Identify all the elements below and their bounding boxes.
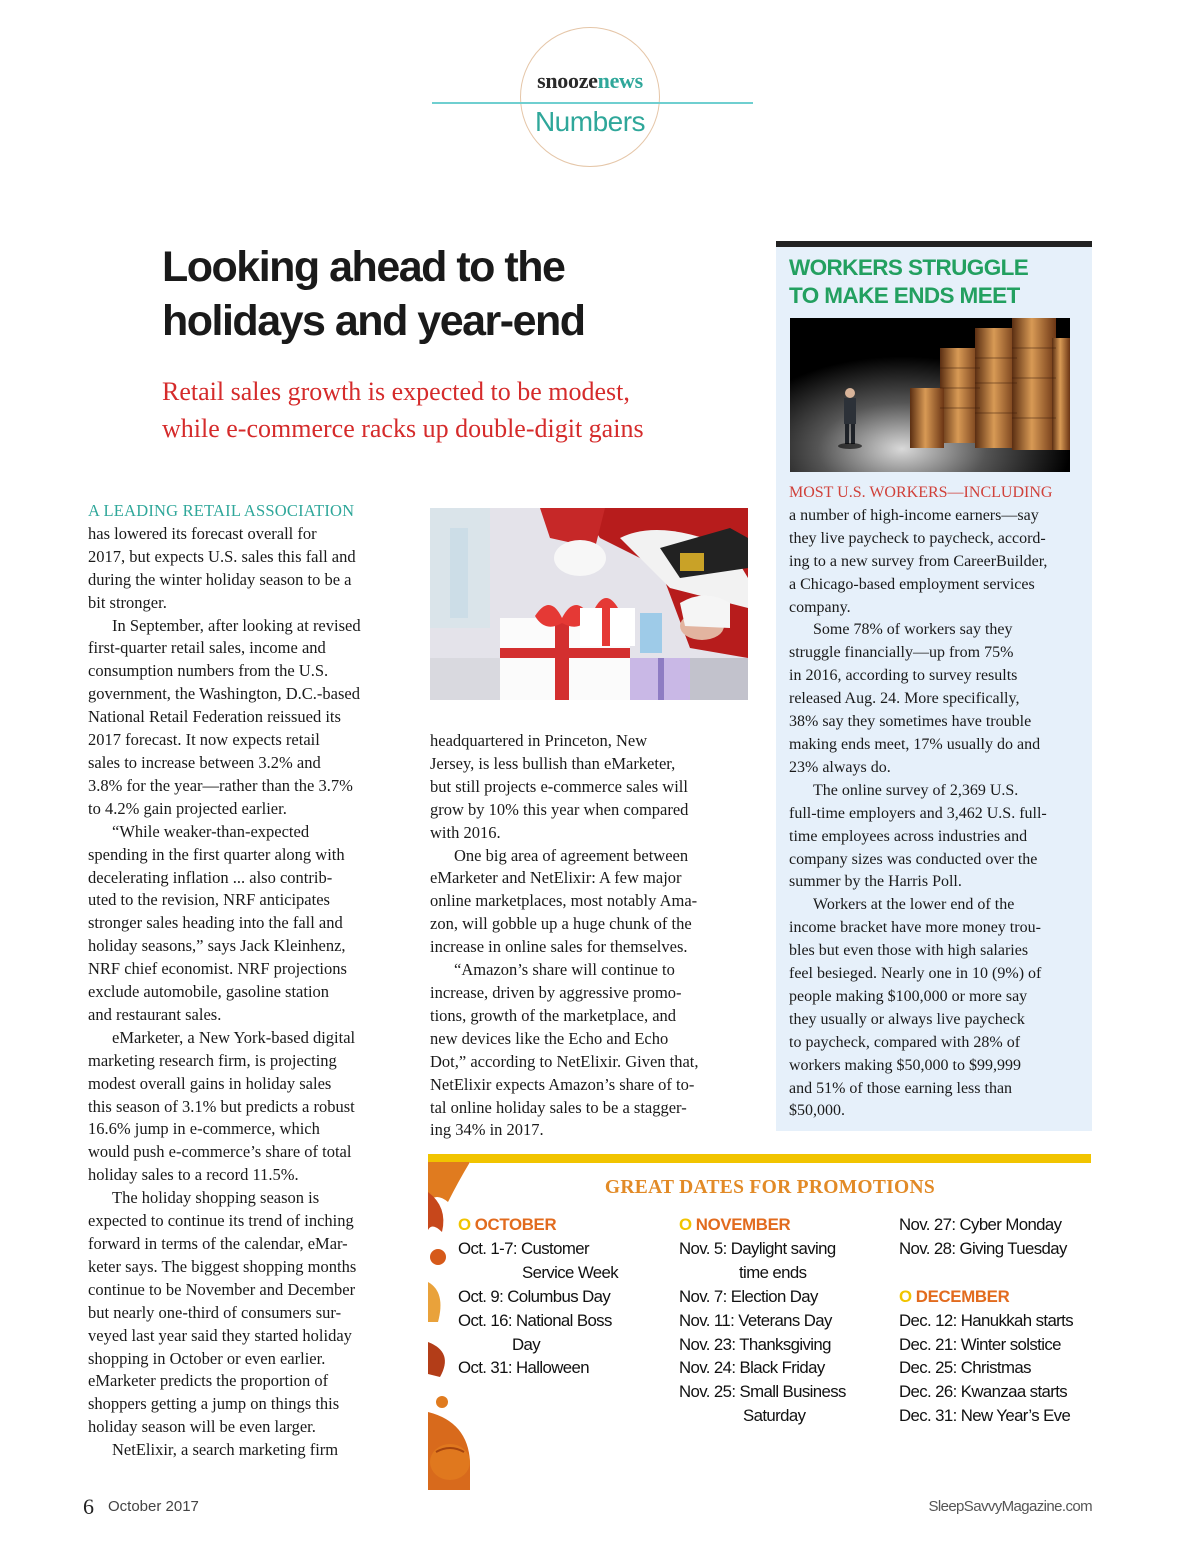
promo-date: Dec. 21: Winter solstice: [899, 1334, 1061, 1354]
coin-stacks-illustration: [790, 318, 1070, 472]
text-line: “Amazon’s share will continue to: [454, 960, 675, 980]
sidebar-title: [789, 254, 1089, 310]
brand-news: news: [597, 68, 643, 93]
month-heading-label: DECEMBER: [915, 1286, 1010, 1306]
promo-column-november: [679, 1213, 846, 1428]
text-line: modest overall gains in holiday sales: [88, 1073, 332, 1093]
text-line: eMarketer, a New York-based digital: [112, 1027, 356, 1047]
deck: [162, 373, 762, 447]
text-line: expected to continue its trend of inching: [88, 1211, 354, 1231]
headline-line: holidays and year-end: [162, 297, 585, 345]
text-line: holiday seasons,” says Jack Kleinhenz,: [88, 936, 346, 956]
month-heading-label: OCTOBER: [474, 1215, 557, 1234]
month-heading-october: [458, 1213, 618, 1237]
text-line: The holiday shopping season is: [112, 1188, 320, 1208]
text-line: 16.6% jump in e-commerce, which: [88, 1119, 320, 1139]
text-line: shoppers getting a jump on things this: [88, 1394, 340, 1414]
article-lede: A LEADING RETAIL ASSOCIATION: [88, 501, 355, 520]
text-line: NetElixir, a search marketing firm: [112, 1440, 339, 1460]
text-line: increase, driven by aggressive promo-: [430, 982, 682, 1002]
page-number: 6: [83, 1494, 94, 1519]
promo-date: Saturday: [743, 1406, 806, 1426]
text-line: summer by the Harris Poll.: [789, 873, 962, 891]
promo-date: Nov. 5: Daylight saving: [679, 1238, 836, 1258]
text-line: Jersey, is less bullish than eMarketer,: [430, 753, 676, 773]
deck-line: while e-commerce racks up double-digit gains: [162, 414, 644, 443]
promo-date: Oct. 31: Halloween: [458, 1358, 589, 1378]
sidebar-title-line: WORKERS STRUGGLE: [789, 255, 1029, 280]
text-line: to paycheck, compared with 28% of: [789, 1033, 1021, 1051]
text-line: new devices like the Echo and Echo: [430, 1028, 669, 1048]
text-line: holiday sales to a record 11.5%.: [88, 1165, 299, 1185]
headline: [162, 240, 752, 348]
text-line: shopping in October or even earlier.: [88, 1348, 326, 1368]
text-line: 2017 forecast. It now expects retail: [88, 730, 320, 750]
text-line: veyed last year said they started holiday: [88, 1325, 352, 1345]
text-line: holiday season will be even larger.: [88, 1417, 316, 1437]
sidebar-title-line: TO MAKE ENDS MEET: [789, 283, 1020, 308]
promo-date: Dec. 25: Christmas: [899, 1358, 1031, 1378]
masthead-brand: [500, 68, 680, 94]
masthead-rule: [432, 102, 753, 104]
text-line: online marketplaces, most notably Ama-: [430, 891, 698, 911]
text-line: company.: [789, 598, 851, 616]
text-line: One big area of agreement between: [454, 845, 689, 865]
promo-date: Nov. 7: Election Day: [679, 1286, 818, 1306]
text-line: but nearly one-third of consumers sur-: [88, 1302, 342, 1322]
promo-column-october: [458, 1213, 618, 1380]
text-line: ing to a new survey from CareerBuilder,: [789, 552, 1048, 570]
article-column-2: [430, 730, 760, 1142]
text-line: company sizes was conducted over the: [789, 850, 1038, 868]
text-line: Workers at the lower end of the: [813, 896, 1015, 914]
sidebar-lede: MOST U.S. WORKERS—INCLUDING: [789, 484, 1053, 501]
santa-illustration: [430, 508, 748, 700]
text-line: National Retail Federation reissued its: [88, 707, 341, 727]
text-line: tions, growth of the marketplace, and: [430, 1005, 677, 1025]
issue-date: October 2017: [108, 1498, 199, 1515]
text-line: and restaurant sales.: [88, 1004, 222, 1024]
text-line: they usually or always live paycheck: [789, 1010, 1025, 1028]
text-line: income bracket have more money trou-: [789, 919, 1041, 937]
masthead-circle: [520, 27, 660, 167]
text-line: forward in terms of the calendar, eMar-: [88, 1234, 348, 1253]
promo-date: Oct. 16: National Boss: [458, 1310, 612, 1330]
text-line: 2017, but expects U.S. sales this fall and: [88, 546, 356, 566]
text-line: would push e-commerce’s share of total: [88, 1142, 352, 1162]
promo-date: Nov. 28: Giving Tuesday: [899, 1238, 1067, 1258]
promo-date: Dec. 12: Hanukkah starts: [899, 1310, 1074, 1330]
text-line: eMarketer and NetElixir: A few major: [430, 868, 682, 888]
text-line: Some 78% of workers say they: [813, 621, 1013, 639]
text-line: struggle financially—up from 75%: [789, 644, 1014, 662]
text-line: zon, will gobble up a huge chunk of the: [430, 914, 692, 934]
text-line: first-quarter retail sales, income and: [88, 638, 326, 658]
text-line: spending in the first quarter along with: [88, 844, 345, 864]
text-line: tal online holiday sales to be a stagger-: [430, 1097, 687, 1117]
promo-date: Nov. 23: Thanksgiving: [679, 1334, 831, 1354]
section-label: Numbers: [534, 106, 646, 137]
month-bullet: O: [679, 1215, 692, 1234]
promo-date: Nov. 25: Small Business: [679, 1382, 846, 1402]
promo-date: Oct. 9: Columbus Day: [458, 1286, 611, 1306]
text-line: consumption numbers from the U.S.: [88, 661, 329, 681]
text-line: full-time employers and 3,462 U.S. full-: [789, 804, 1047, 822]
text-line: keter says. The biggest shopping months: [88, 1256, 357, 1276]
text-line: people making $100,000 or more say: [789, 987, 1028, 1005]
promotions-title: GREAT DATES FOR PROMOTIONS: [604, 1177, 936, 1198]
text-line: increase in online sales for themselves.: [430, 937, 688, 957]
text-line: 23% always do.: [789, 758, 891, 776]
text-line: making ends meet, 17% usually do and: [789, 735, 1041, 753]
text-line: has lowered its forecast overall for: [88, 523, 317, 543]
text-line: The online survey of 2,369 U.S.: [813, 781, 1019, 799]
text-line: with 2016.: [430, 822, 501, 842]
promo-date: Nov. 11: Veterans Day: [679, 1310, 832, 1330]
text-line: in 2016, according to survey results: [789, 667, 1018, 685]
month-bullet: O: [458, 1215, 471, 1234]
text-line: a Chicago-based employment services: [789, 575, 1035, 593]
promo-date: Nov. 27: Cyber Monday: [899, 1215, 1062, 1234]
text-line: government, the Washington, D.C.-based: [88, 684, 360, 704]
coins-photo: [790, 318, 1070, 472]
text-line: $50,000.: [789, 1102, 845, 1120]
text-line: 38% say they sometimes have trouble: [789, 713, 1032, 731]
text-line: eMarketer predicts the proportion of: [88, 1371, 329, 1391]
text-line: they live paycheck to paycheck, accord-: [789, 529, 1046, 547]
text-line: In September, after looking at revised: [112, 615, 361, 635]
brand-snooze: snooze: [537, 68, 598, 93]
deck-line: Retail sales growth is expected to be modest,: [162, 377, 630, 406]
promo-date: Service Week: [522, 1262, 619, 1282]
text-line: headquartered in Princeton, New: [430, 731, 648, 750]
text-line: ing 34% in 2017.: [430, 1120, 544, 1140]
month-heading-label: NOVEMBER: [695, 1215, 791, 1234]
text-line: to 4.2% gain projected earlier.: [88, 798, 287, 818]
text-line: “While weaker-than-expected: [112, 821, 310, 841]
text-line: 3.8% for the year—rather than the 3.7%: [88, 775, 353, 795]
promo-date: time ends: [739, 1262, 807, 1282]
promotions-top-bar: [428, 1154, 1091, 1163]
text-line: NRF chief economist. NRF projections: [88, 959, 347, 979]
text-line: but still projects e-commerce sales will: [430, 776, 688, 796]
magazine-website: SleepSavvyMagazine.com: [928, 1498, 1092, 1515]
promo-date: Dec. 31: New Year’s Eve: [899, 1406, 1071, 1426]
santa-gift-photo: [430, 508, 748, 700]
promo-date: Day: [512, 1334, 541, 1354]
text-line: NetElixir expects Amazon’s share of to-: [430, 1074, 695, 1094]
text-line: feel besieged. Nearly one in 10 (9%) of: [789, 965, 1042, 983]
text-line: sales to increase between 3.2% and: [88, 752, 321, 772]
month-heading-december: [899, 1285, 1073, 1309]
month-bullet: O: [899, 1286, 912, 1306]
month-heading-november: [679, 1213, 846, 1237]
promo-date: Dec. 26: Kwanzaa starts: [899, 1382, 1068, 1402]
article-column-1: [88, 500, 418, 1462]
text-line: uted to the revision, NRF anticipates: [88, 890, 330, 910]
text-line: during the winter holiday season to be a: [88, 569, 352, 589]
text-line: grow by 10% this year when compared: [430, 799, 689, 819]
text-line: released Aug. 24. More specifically,: [789, 690, 1020, 708]
promo-date: Oct. 1-7: Customer: [458, 1238, 589, 1258]
promo-date: Nov. 24: Black Friday: [679, 1358, 825, 1378]
text-line: bit stronger.: [88, 592, 167, 612]
sidebar-body: [789, 482, 1089, 1123]
text-line: bles but even those with high salaries: [789, 942, 1029, 960]
text-line: marketing research firm, is projecting: [88, 1050, 337, 1070]
headline-line: Looking ahead to the: [162, 243, 565, 291]
text-line: time employees across industries and: [789, 827, 1028, 845]
text-line: this season of 3.1% but predicts a robust: [88, 1096, 355, 1116]
text-line: Dot,” according to NetElixir. Given that,: [430, 1051, 699, 1071]
text-line: workers making $50,000 to $99,999: [789, 1056, 1021, 1074]
promo-column-december: [899, 1213, 1073, 1428]
text-line: stronger sales heading into the fall and: [88, 913, 343, 933]
text-line: continue to be November and December: [88, 1279, 356, 1299]
promo-spacer: [899, 1261, 1073, 1285]
text-line: and 51% of those earning less than: [789, 1079, 1013, 1097]
text-line: exclude automobile, gasoline station: [88, 982, 330, 1002]
text-line: a number of high-income earners—say: [789, 506, 1039, 524]
text-line: decelerating inflation ... also contrib-: [88, 867, 333, 887]
